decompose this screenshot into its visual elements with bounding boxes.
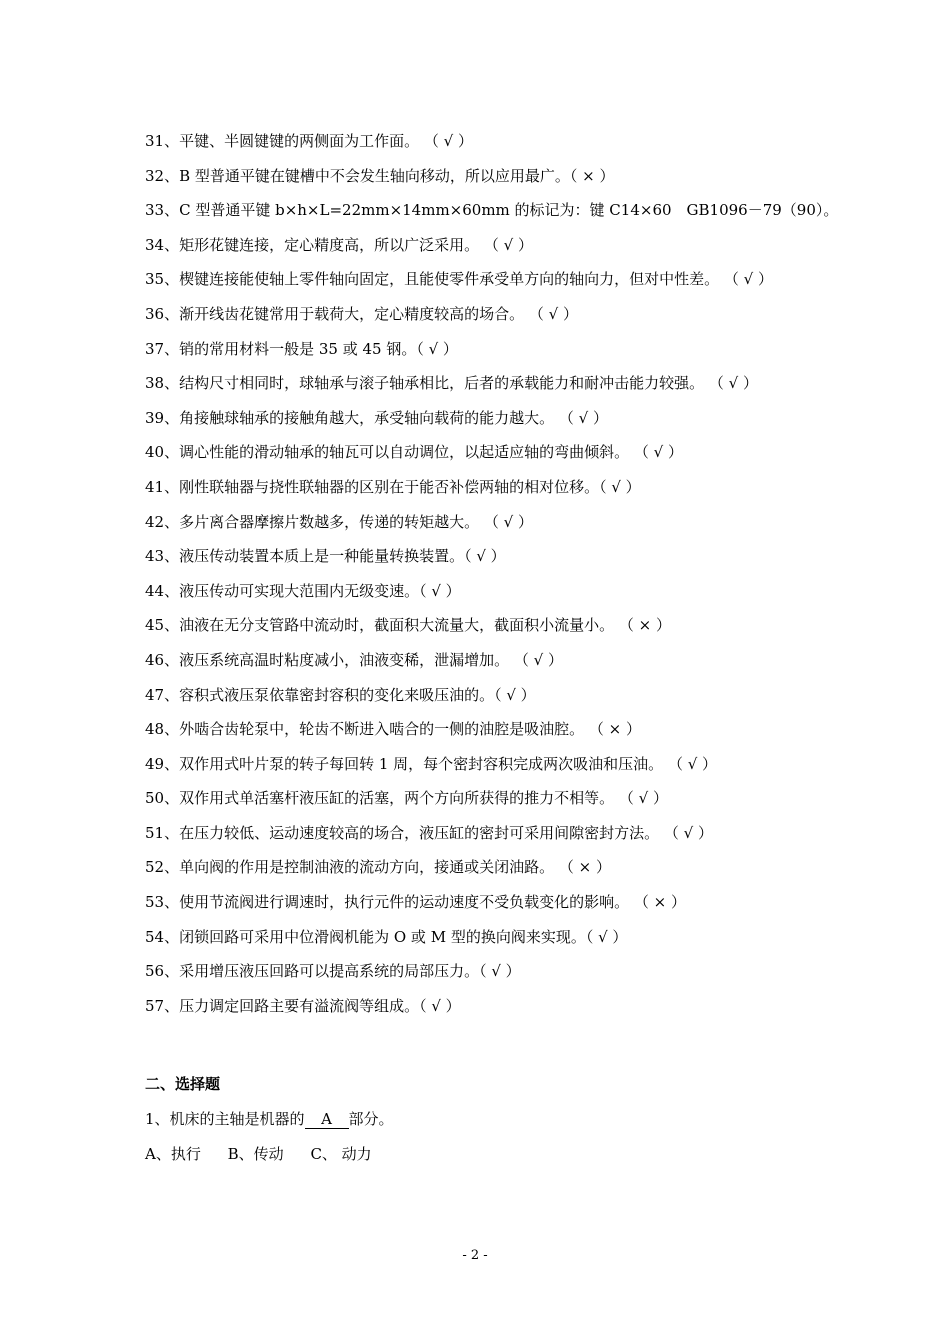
section-spacer — [145, 1023, 810, 1067]
judgement-item-53: 53、使用节流阀进行调速时，执行元件的运动速度不受负载变化的影响。 （ × ） — [145, 893, 686, 912]
judgement-item-35: 35、楔键连接能使轴上零件轴向固定，且能使零件承受单方向的轴向力，但对中性差。 （ √ ） — [145, 270, 773, 289]
question-1-suffix: 部分。 — [348, 1110, 394, 1129]
question-1-answer-blank: A — [305, 1111, 349, 1129]
option-b: B、传动 — [227, 1144, 284, 1163]
judgement-item-51: 51、在压力较低、运动速度较高的场合，液压缸的密封可采用间隙密封方法。 （ √ ） — [145, 823, 713, 842]
judgement-item-39: 39、角接触球轴承的接触角越大，承受轴向载荷的能力越大。 （ √ ） — [145, 408, 608, 427]
question-1 — [145, 1102, 810, 1137]
judgement-item-54: 54、闭锁回路可采用中位滑阀机能为 O 或 M 型的换向阀来实现。（ √ ） — [145, 927, 628, 946]
judgement-item-37: 37、销的常用材料一般是 35 或 45 钢。（ √ ） — [145, 339, 458, 358]
judgement-item-47: 47、容积式液压泵依靠密封容积的变化来吸压油的。（ √ ） — [145, 685, 536, 704]
judgement-item-50: 50、双作用式单活塞杆液压缸的活塞，两个方向所获得的推力不相等。 （ √ ） — [145, 789, 668, 808]
option-a: A、执行 — [145, 1144, 201, 1163]
judgement-item-45: 45、油液在无分支管路中流动时，截面积大流量大，截面积小流量小。 （ × ） — [145, 616, 671, 635]
judgement-item-36: 36、渐开线齿花键常用于载荷大，定心精度较高的场合。 （ √ ） — [145, 304, 578, 323]
judgement-item-42: 42、多片离合器摩擦片数越多，传递的转矩越大。 （ √ ） — [145, 512, 533, 531]
judgement-item-31: 31、平键、半圆键键的两侧面为工作面。 （ √ ） — [145, 132, 473, 150]
option-c: C、 动力 — [310, 1144, 372, 1163]
section-title: 二、选择题 — [145, 1075, 221, 1094]
question-1-prefix: 1、机床的主轴是机器的 — [145, 1110, 305, 1129]
judgement-item-43: 43、液压传动装置本质上是一种能量转换装置。（ √ ） — [145, 547, 506, 566]
page-content — [145, 124, 839, 1171]
judgement-item-46: 46、液压系统高温时粘度减小，油液变稀，泄漏增加。 （ √ ） — [145, 650, 563, 669]
judgement-item-33: 33、C 型普通平键 b×h×L=22mm×14mm×60mm 的标记为：键 C14×60 GB1096－79（90）。 — [145, 201, 839, 220]
judgement-item-49: 49、双作用式叶片泵的转子每回转 1 周，每个密封容积完成两次吸油和压油。 （ √ ） — [145, 754, 718, 773]
judgement-list — [145, 124, 839, 1023]
judgement-item-52: 52、单向阀的作用是控制油液的流动方向，接通或关闭油路。 （ × ） — [145, 858, 611, 877]
judgement-item-34: 34、矩形花键连接，定心精度高，所以广泛采用。 （ √ ） — [145, 235, 533, 254]
judgement-item-38: 38、结构尺寸相同时，球轴承与滚子轴承相比，后者的承载能力和耐冲击能力较强。 （ √ ） — [145, 374, 758, 393]
judgement-item-40: 40、调心性能的滑动轴承的轴瓦可以自动调位，以起适应轴的弯曲倾斜。 （ √ ） — [145, 443, 683, 462]
judgement-item-57: 57、压力调定回路主要有溢流阀等组成。（ √ ） — [145, 996, 461, 1015]
page-number: - 2 - — [462, 1248, 488, 1263]
judgement-item-56: 56、采用增压液压回路可以提高系统的局部压力。（ √ ） — [145, 962, 521, 981]
judgement-item-48: 48、外啮合齿轮泵中，轮齿不断进入啮合的一侧的油腔是吸油腔。 （ × ） — [145, 720, 641, 739]
judgement-item-41: 41、刚性联轴器与挠性联轴器的区别在于能否补偿两轴的相对位移。（ √ ） — [145, 477, 641, 496]
question-1-options — [145, 1137, 810, 1172]
judgement-item-44: 44、液压传动可实现大范围内无级变速。（ √ ） — [145, 581, 461, 600]
judgement-item-32: 32、B 型普通平键在键槽中不会发生轴向移动，所以应用最广。（ × ） — [145, 166, 615, 185]
